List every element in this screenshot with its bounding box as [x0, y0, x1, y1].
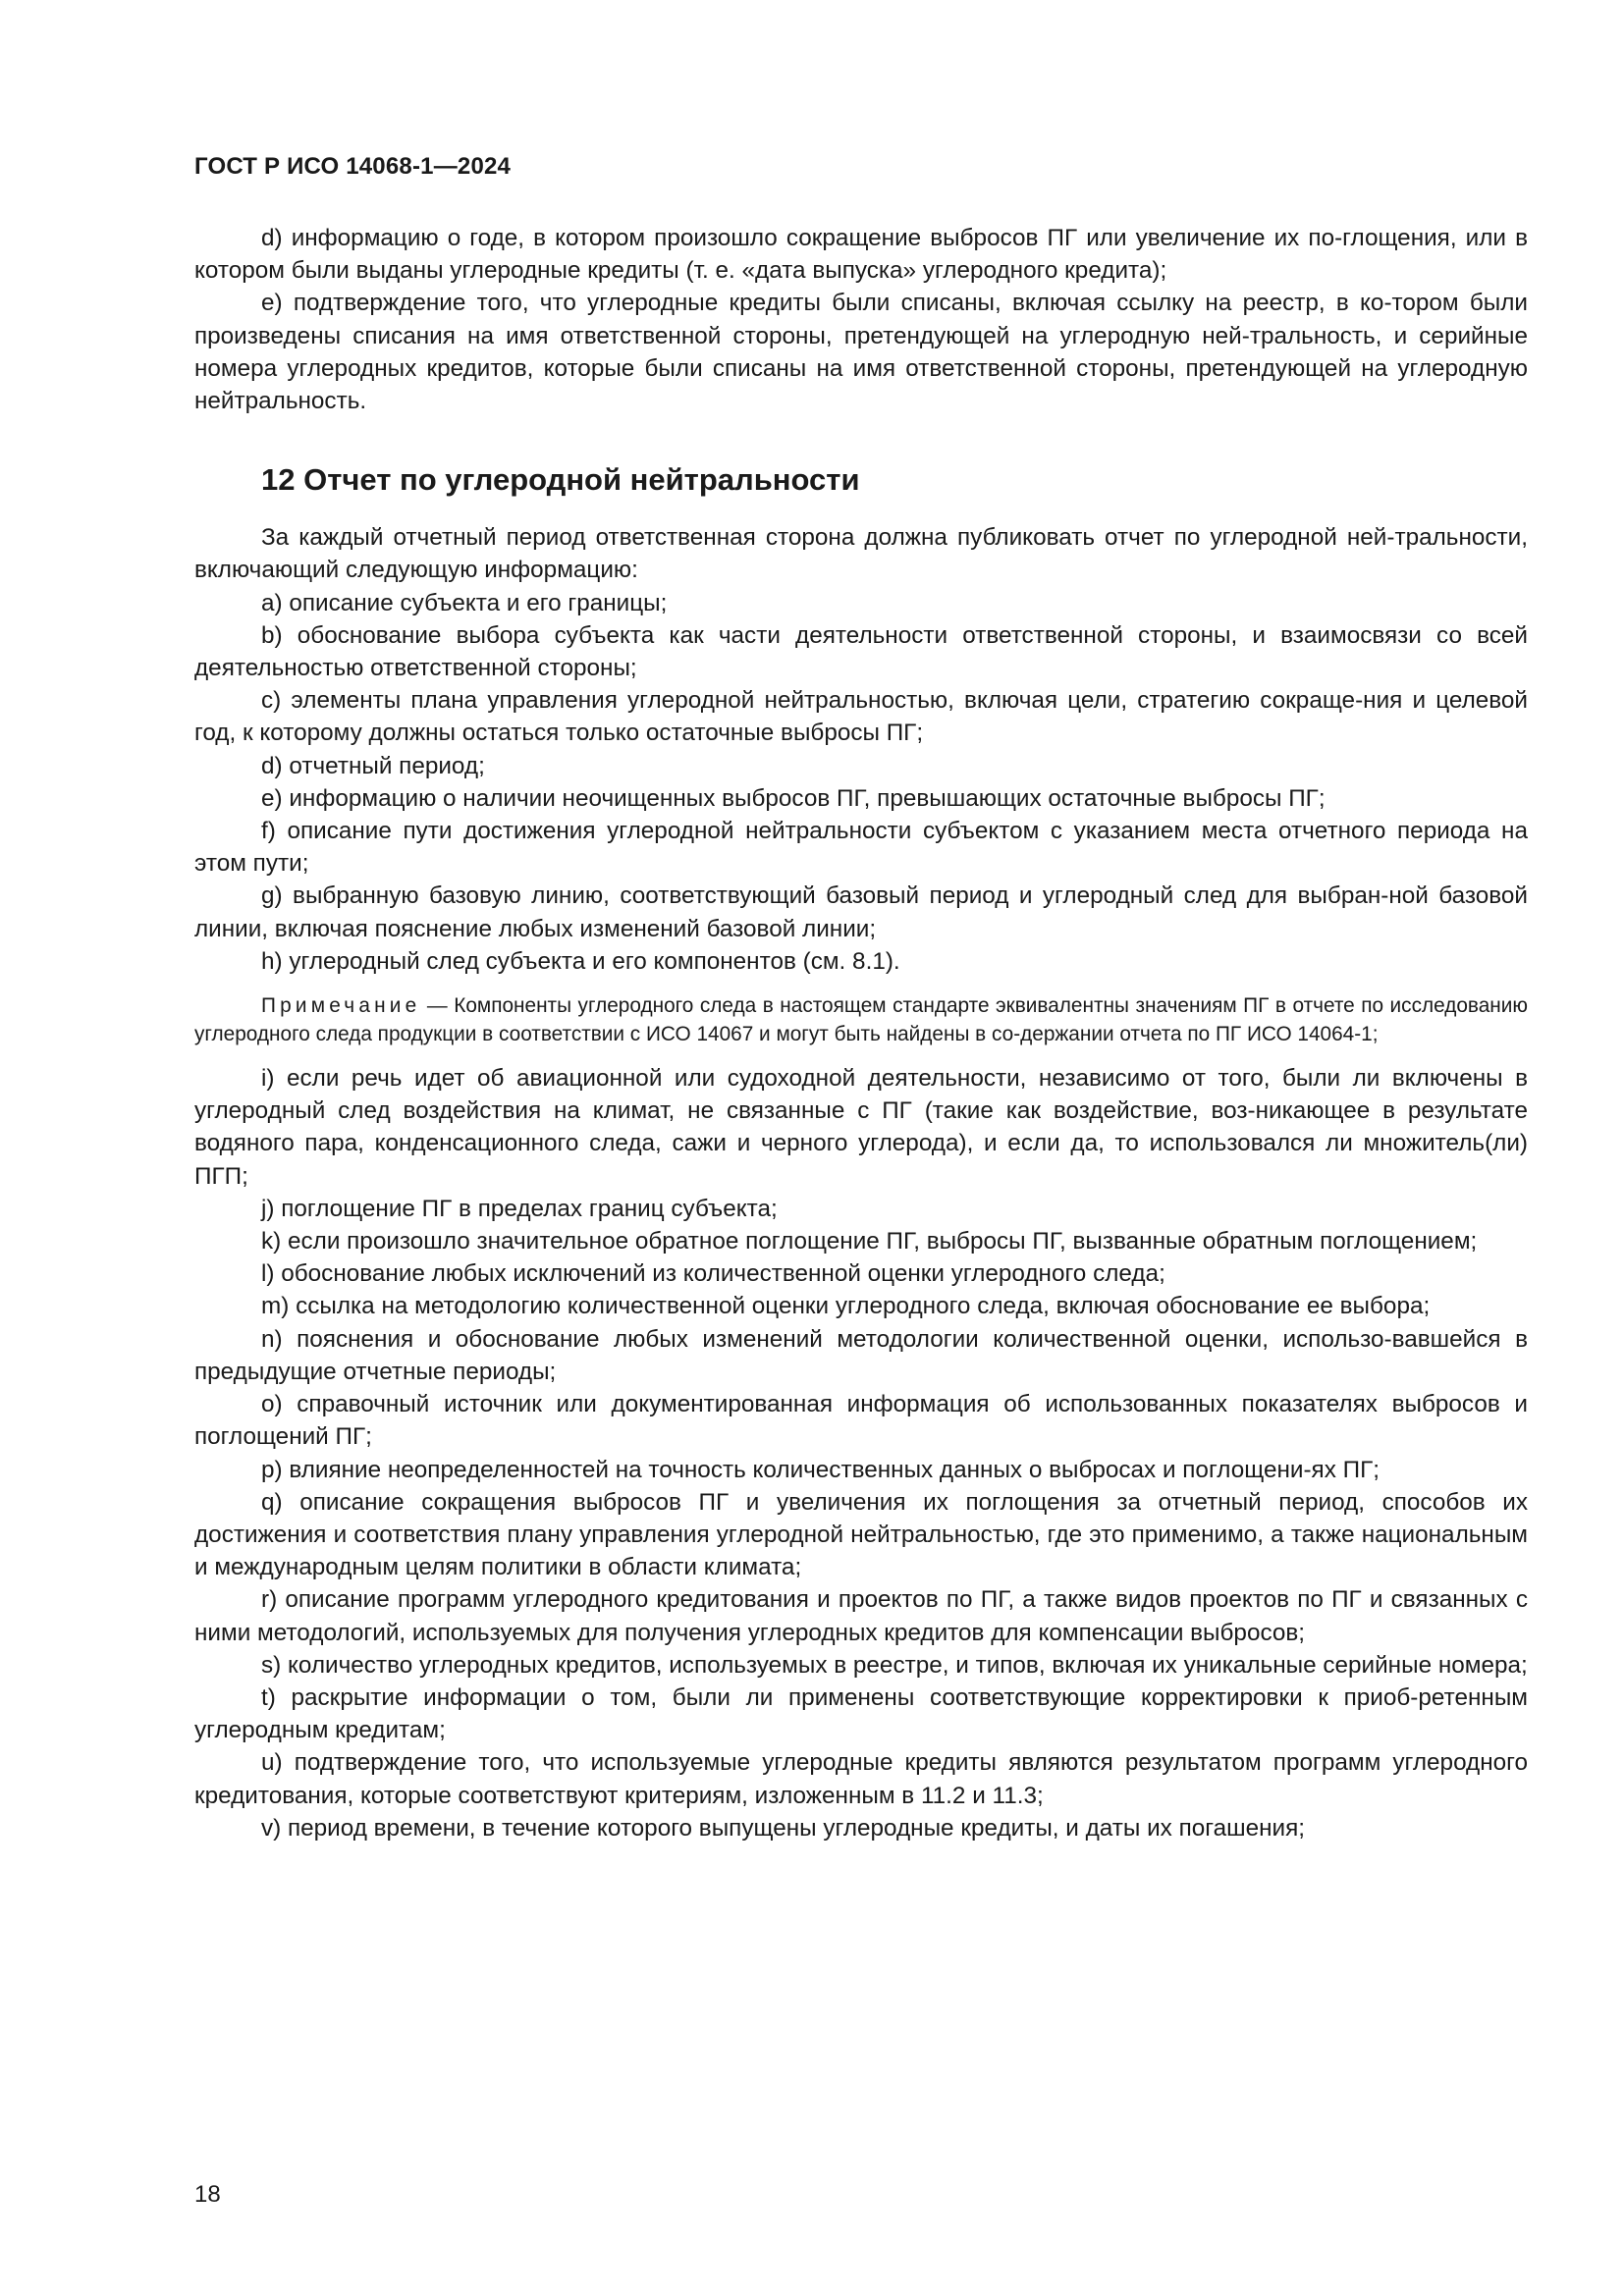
- intro-item-e: e) подтверждение того, что углеродные кредиты были списаны, включая ссылку на реестр, в ко-тором были произведены списания на имя ответственной стороны, претендующей на углеродную ней-тральность, и серийные номера углеродных кредитов, которые были списаны на имя ответственной стороны, претендующей на углеродную нейтральность.: [194, 290, 1528, 415]
- list-item-i: i) если речь идет об авиационной или судоходной деятельности, независимо от того, были ли включены в углеродный след воздействия на климат, не связанные с ПГ (такие как воздействие, воз-никающее в результате водяного пара, конденсационного следа, сажи и черного углерода), и если да, то использовался ли множитель(ли) ПГП;: [194, 1065, 1528, 1190]
- note-text: — Компоненты углеродного следа в настоящем стандарте эквивалентны значениям ПГ в отчете по исследованию углеродного следа продукции в соответствии с ИСО 14067 и могут быть найдены в со-держании отчета по ПГ ИСО 14064-1;: [194, 994, 1528, 1046]
- list-item-j: j) поглощение ПГ в пределах границ субъекта;: [261, 1195, 778, 1222]
- list-item-f: f) описание пути достижения углеродной нейтральности субъектом с указанием места отчетного периода на этом пути;: [194, 818, 1528, 878]
- intro-item-d: d) информацию о годе, в котором произошло сокращение выбросов ПГ или увеличение их по-глощения, или в котором были выданы углеродные кредиты (т. е. «дата выпуска» углеродного кредита);: [194, 225, 1528, 285]
- list-item-s: s) количество углеродных кредитов, используемых в реестре, и типов, включая их уникальные серийные номера;: [261, 1651, 1528, 1679]
- list-item-l: l) обоснование любых исключений из количественной оценки углеродного следа;: [261, 1260, 1165, 1288]
- list-item-q: q) описание сокращения выбросов ПГ и увеличения их поглощения за отчетный период, способов их достижения и соответствия плану управления углеродной нейтральностью, где это применимо, а также национальным и международным целям политики в области климата;: [194, 1488, 1528, 1581]
- list-item-e: e) информацию о наличии неочищенных выбросов ПГ, превышающих остаточные выбросы ПГ;: [261, 784, 1326, 812]
- list-item-v: v) период времени, в течение которого выпущены углеродные кредиты, и даты их погашения;: [261, 1814, 1305, 1842]
- section-heading: 12 Отчет по углеродной нейтральности: [261, 462, 860, 498]
- list-item-n: n) пояснения и обоснование любых изменений методологии количественной оценки, использо-вавшейся в предыдущие отчетные периоды;: [194, 1325, 1528, 1385]
- list-item-b: b) обоснование выбора субъекта как части деятельности ответственной стороны, и взаимосвязи со всей деятельностью ответственной стороны;: [194, 621, 1528, 682]
- document-body: [194, 222, 1528, 1844]
- list-item-k: k) если произошло значительное обратное поглощение ПГ, выбросы ПГ, вызванные обратным поглощением;: [261, 1228, 1478, 1255]
- list-item-t: t) раскрытие информации о том, были ли применены соответствующие корректировки к приоб-ретенным углеродным кредитам;: [194, 1683, 1528, 1744]
- list-item-p: p) влияние неопределенностей на точность количественных данных о выбросах и поглощени-ях ПГ;: [261, 1456, 1380, 1483]
- list-item-r: r) описание программ углеродного кредитования и проектов по ПГ, а также видов проектов по ПГ и связанных с ними методологий, используемых для получения углеродных кредитов для компенсации выбросов;: [194, 1586, 1528, 1646]
- list-item-m: m) ссылка на методологию количественной оценки углеродного следа, включая обоснование ее выбора;: [261, 1293, 1431, 1320]
- list-item-a: a) описание субъекта и его границы;: [261, 589, 668, 616]
- document-header: ГОСТ Р ИСО 14068-1—2024: [194, 153, 512, 180]
- list-item-h: h) углеродный след субъекта и его компонентов (см. 8.1).: [261, 947, 900, 975]
- note: [194, 991, 1528, 1048]
- section-lead: За каждый отчетный период ответственная сторона должна публиковать отчет по углеродной ней-тральности, включающий следующую информацию:: [194, 524, 1528, 584]
- list-item-u: u) подтверждение того, что используемые углеродные кредиты являются результатом программ углеродного кредитования, которые соответствуют критериям, изложенным в 11.2 и 11.3;: [194, 1749, 1528, 1809]
- note-label: Примечание: [261, 994, 421, 1018]
- page-number: 18: [194, 2181, 221, 2208]
- list-item-g: g) выбранную базовую линию, соответствующий базовый период и углеродный след для выбран-ной базовой линии, включая пояснение любых изменений базовой линии;: [194, 882, 1528, 942]
- list-item-o: o) справочный источник или документированная информация об использованных показателях выбросов и поглощений ПГ;: [194, 1391, 1528, 1451]
- list-item-c: c) элементы плана управления углеродной нейтральностью, включая цели, стратегию сокраще-ния и целевой год, к которому должны остаться только остаточные выбросы ПГ;: [194, 687, 1528, 747]
- list-item-d: d) отчетный период;: [261, 752, 485, 779]
